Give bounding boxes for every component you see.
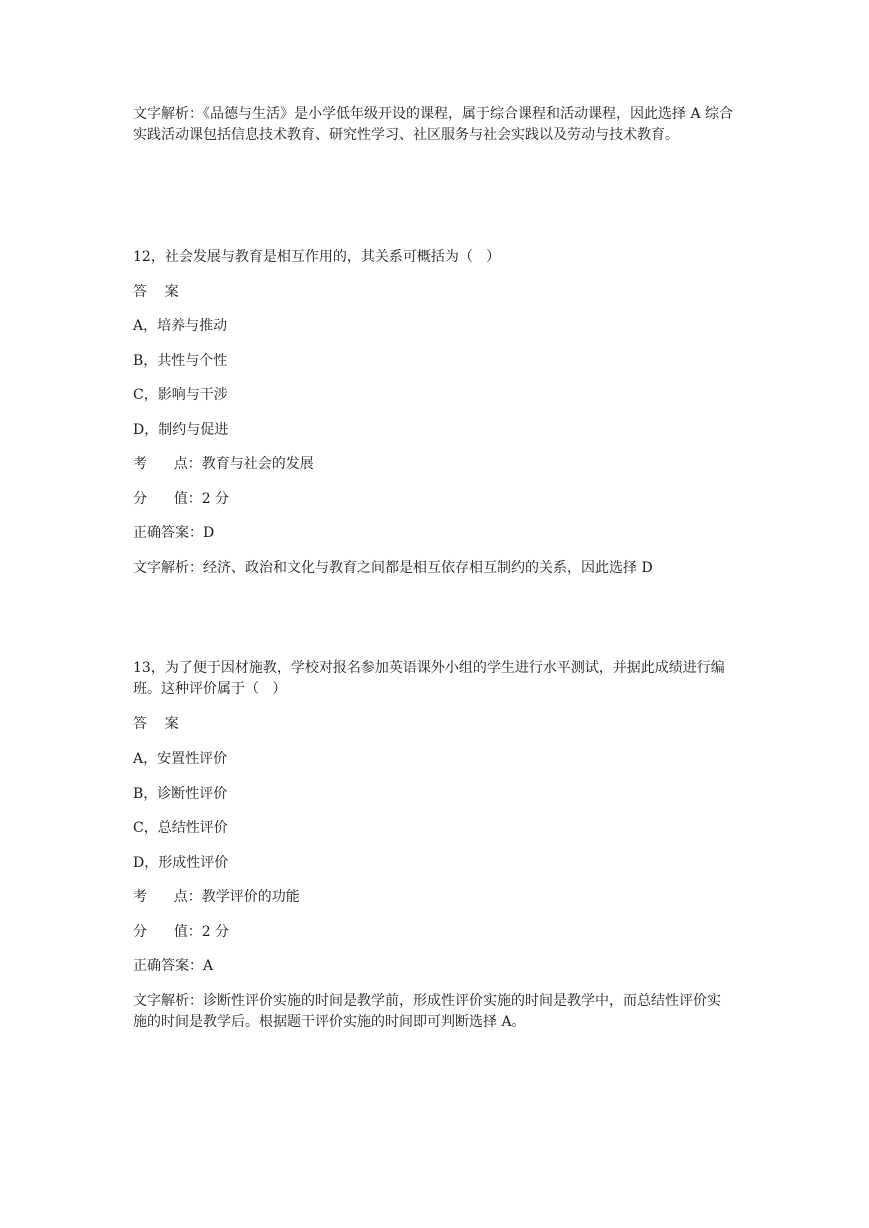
q12-option-b: B，共性与个性 [133, 353, 228, 369]
q13-option-a: A，安置性评价 [133, 751, 228, 767]
q13-option-c: C，总结性评价 [133, 820, 228, 836]
intro-explanation: 文字解析：《品德与生活》是小学低年级开设的课程，属于综合课程和活动课程，因此选择 A 综合实践活动课包括信息技术教育、研究性学习、社区服务与社会实践以及劳动与技术教育。 [133, 106, 734, 143]
q12-score: 分 值：2 分 [133, 491, 230, 507]
q13-answer-label: 答 案 [133, 716, 179, 732]
q12-explanation: 文字解析：经济、政治和文化与教育之间都是相互依存相互制约的关系，因此选择 D [133, 560, 653, 576]
q12-answer-label: 答 案 [133, 284, 179, 300]
q13-explanation: 文字解析：诊断性评价实施的时间是教学前，形成性评价实施的时间是教学中，而总结性评价实施的时间是教学后。根据题干评价实施的时间即可判断选择 A。 [133, 993, 721, 1030]
q13-knowledge-point: 考 点：教学评价的功能 [133, 889, 300, 905]
q12-option-a: A，培养与推动 [133, 318, 228, 334]
q12-stem: 12，社会发展与教育是相互作用的，其关系可概括为（ ） [133, 249, 501, 265]
q13-correct-answer: 正确答案：A [133, 958, 214, 974]
q12-knowledge-point: 考 点：教育与社会的发展 [133, 456, 314, 472]
q13-option-d: D，形成性评价 [133, 855, 229, 871]
q12-option-d: D，制约与促进 [133, 422, 229, 438]
q12-correct-answer: 正确答案：D [133, 525, 215, 541]
q13-score: 分 值：2 分 [133, 924, 230, 940]
q12-option-c: C，影响与干涉 [133, 387, 228, 403]
q13-stem: 13，为了便于因材施教，学校对报名参加英语课外小组的学生进行水平测试，并据此成绩进行编班。这种评价属于（ ） [133, 660, 725, 697]
q13-option-b: B，诊断性评价 [133, 786, 228, 802]
